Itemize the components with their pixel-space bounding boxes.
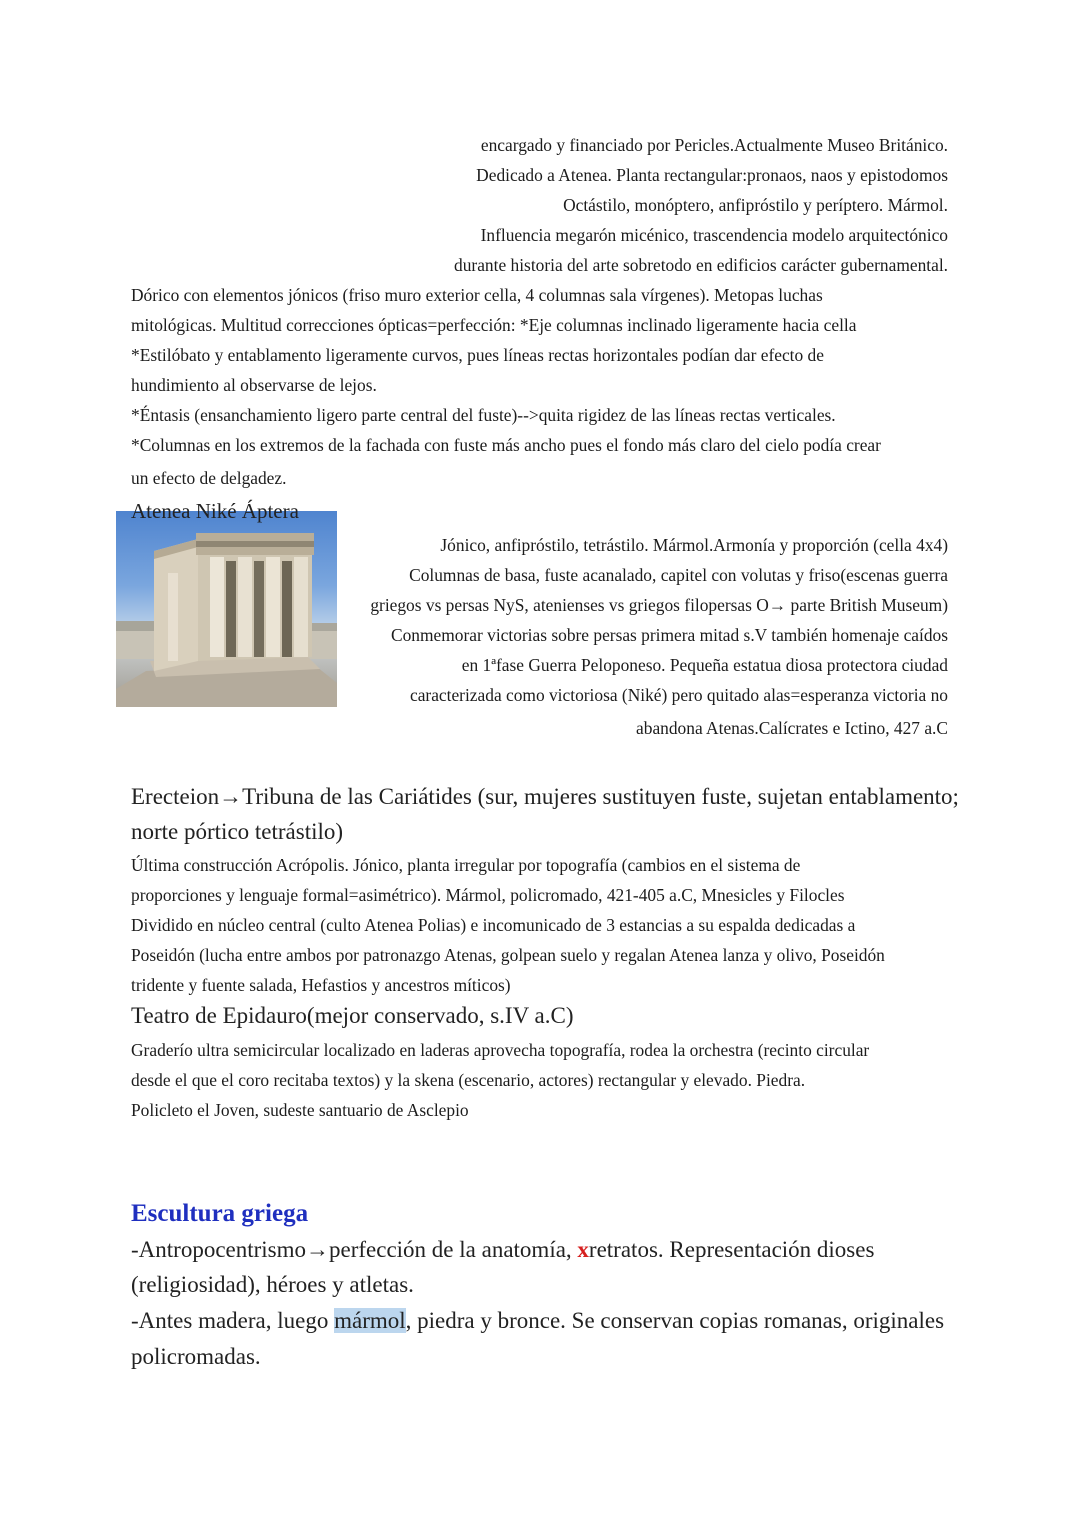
athena-nike-line: en 1ªfase Guerra Peloponeso. Pequeña estatua diosa protectora ciudad: [461, 655, 948, 675]
escultura-line: [131, 1233, 874, 1267]
parthenon-line: Dedicado a Atenea. Planta rectangular:pronaos, naos y epistodomos: [476, 165, 948, 185]
parthenon-text-line: hundimiento al observarse de lejos.: [131, 375, 377, 395]
athena-nike-line: abandona Atenas.Calícrates e Ictino, 427 a.C: [636, 718, 948, 738]
escultura-line: policromadas.: [131, 1344, 261, 1369]
highlighted-word[interactable]: mármol: [334, 1308, 406, 1333]
escultura-text: -Antropocentrismo→perfección de la anatomía,: [131, 1237, 578, 1262]
parthenon-line: Octástilo, monóptero, anfipróstilo y períptero. Mármol.: [563, 195, 948, 215]
epidauro-line: desde el que el coro recitaba textos) y la skena (escenario, actores) rectangular y elevado. Piedra.: [131, 1070, 806, 1090]
section-title: Escultura griega: [131, 1200, 309, 1227]
parthenon-text-line: *Columnas en los extremos de la fachada con fuste más ancho pues el fondo más claro del cielo podía crear: [131, 435, 881, 455]
erecteion-heading: Erecteion→Tribuna de las Cariátides (sur, mujeres sustituyen fuste, sujetan entablamento;: [131, 784, 959, 809]
parthenon-text-line: *Estilóbato y entablamento ligeramente curvos, pues líneas rectas horizontales podían dar efecto de: [131, 345, 824, 365]
parthenon-text-line: mitológicas. Multitud correcciones ópticas=perfección: *Eje columnas inclinado ligeramente hacia cella: [131, 315, 857, 335]
parthenon-line: encargado y financiado por Pericles.Actualmente Museo Británico.: [480, 135, 948, 155]
parthenon-line: Influencia megarón micénico, trascendencia modelo arquitectónico: [480, 225, 948, 245]
parthenon-text-line: un efecto de delgadez.: [131, 468, 287, 488]
athena-nike-line: griegos vs persas NyS, atenienses vs griegos filopersas O→ parte British Museum): [370, 595, 948, 615]
escultura-text: retratos. Representación dioses: [588, 1237, 875, 1262]
epidauro-heading: Teatro de Epidauro(mejor conservado, s.IV a.C): [131, 1003, 574, 1028]
escultura-line: (religiosidad), héroes y atletas.: [131, 1272, 414, 1297]
parthenon-text-line: Dórico con elementos jónicos (friso muro exterior cella, 4 columnas sala vírgenes). Metopas luchas: [131, 285, 823, 305]
epidauro-line: Graderío ultra semicircular localizado en laderas aprovecha topografía, rodea la orchestra (recinto circular: [131, 1040, 870, 1060]
escultura-text: , piedra y bronce. Se conservan copias romanas, originales: [405, 1308, 945, 1333]
erecteion-line: Poseidón (lucha entre ambos por patronazgo Atenas, golpean suelo y regalan Atenea lanza y olivo, Poseidón: [131, 945, 885, 965]
athena-nike-line: Jónico, anfipróstilo, tetrástilo. Mármol.Armonía y proporción (cella 4x4): [440, 535, 948, 555]
erecteion-line: tridente y fuente salada, Hefastios y ancestros míticos): [131, 975, 511, 995]
erecteion-heading: norte pórtico tetrástilo): [131, 819, 344, 844]
temple-photo: [116, 511, 337, 707]
parthenon-line: durante historia del arte sobretodo en edificios carácter gubernamental.: [454, 255, 948, 275]
athena-nike-line: caracterizada como victoriosa (Niké) pero quitado alas=esperanza victoria no: [409, 685, 948, 705]
athena-nike-line: Conmemorar victorias sobre persas primera mitad s.V también homenaje caídos: [391, 625, 948, 645]
escultura-text: -Antes madera, luego: [131, 1308, 335, 1333]
epidauro-line: Policleto el Joven, sudeste santuario de Asclepio: [131, 1100, 469, 1120]
red-x-mark: x: [577, 1237, 589, 1262]
erecteion-line: proporciones y lenguaje formal=asimétrico). Mármol, policromado, 421-405 a.C, Mnesicles y Filocles: [131, 885, 845, 905]
temple-illustration: [116, 511, 337, 707]
parthenon-text-line: *Éntasis (ensanchamiento ligero parte central del fuste)-->quita rigidez de las líneas rectas verticales.: [131, 405, 836, 425]
erecteion-line: Dividido en núcleo central (culto Atenea Polias) e incomunicado de 3 estancias a su espalda dedicadas a: [131, 915, 856, 935]
athena-nike-title: Atenea Niké Áptera: [131, 499, 299, 523]
erecteion-line: Última construcción Acrópolis. Jónico, planta irregular por topografía (cambios en el sistema de: [131, 855, 801, 875]
escultura-line: [131, 1304, 944, 1338]
athena-nike-line: Columnas de basa, fuste acanalado, capitel con volutas y friso(escenas guerra: [409, 565, 948, 585]
